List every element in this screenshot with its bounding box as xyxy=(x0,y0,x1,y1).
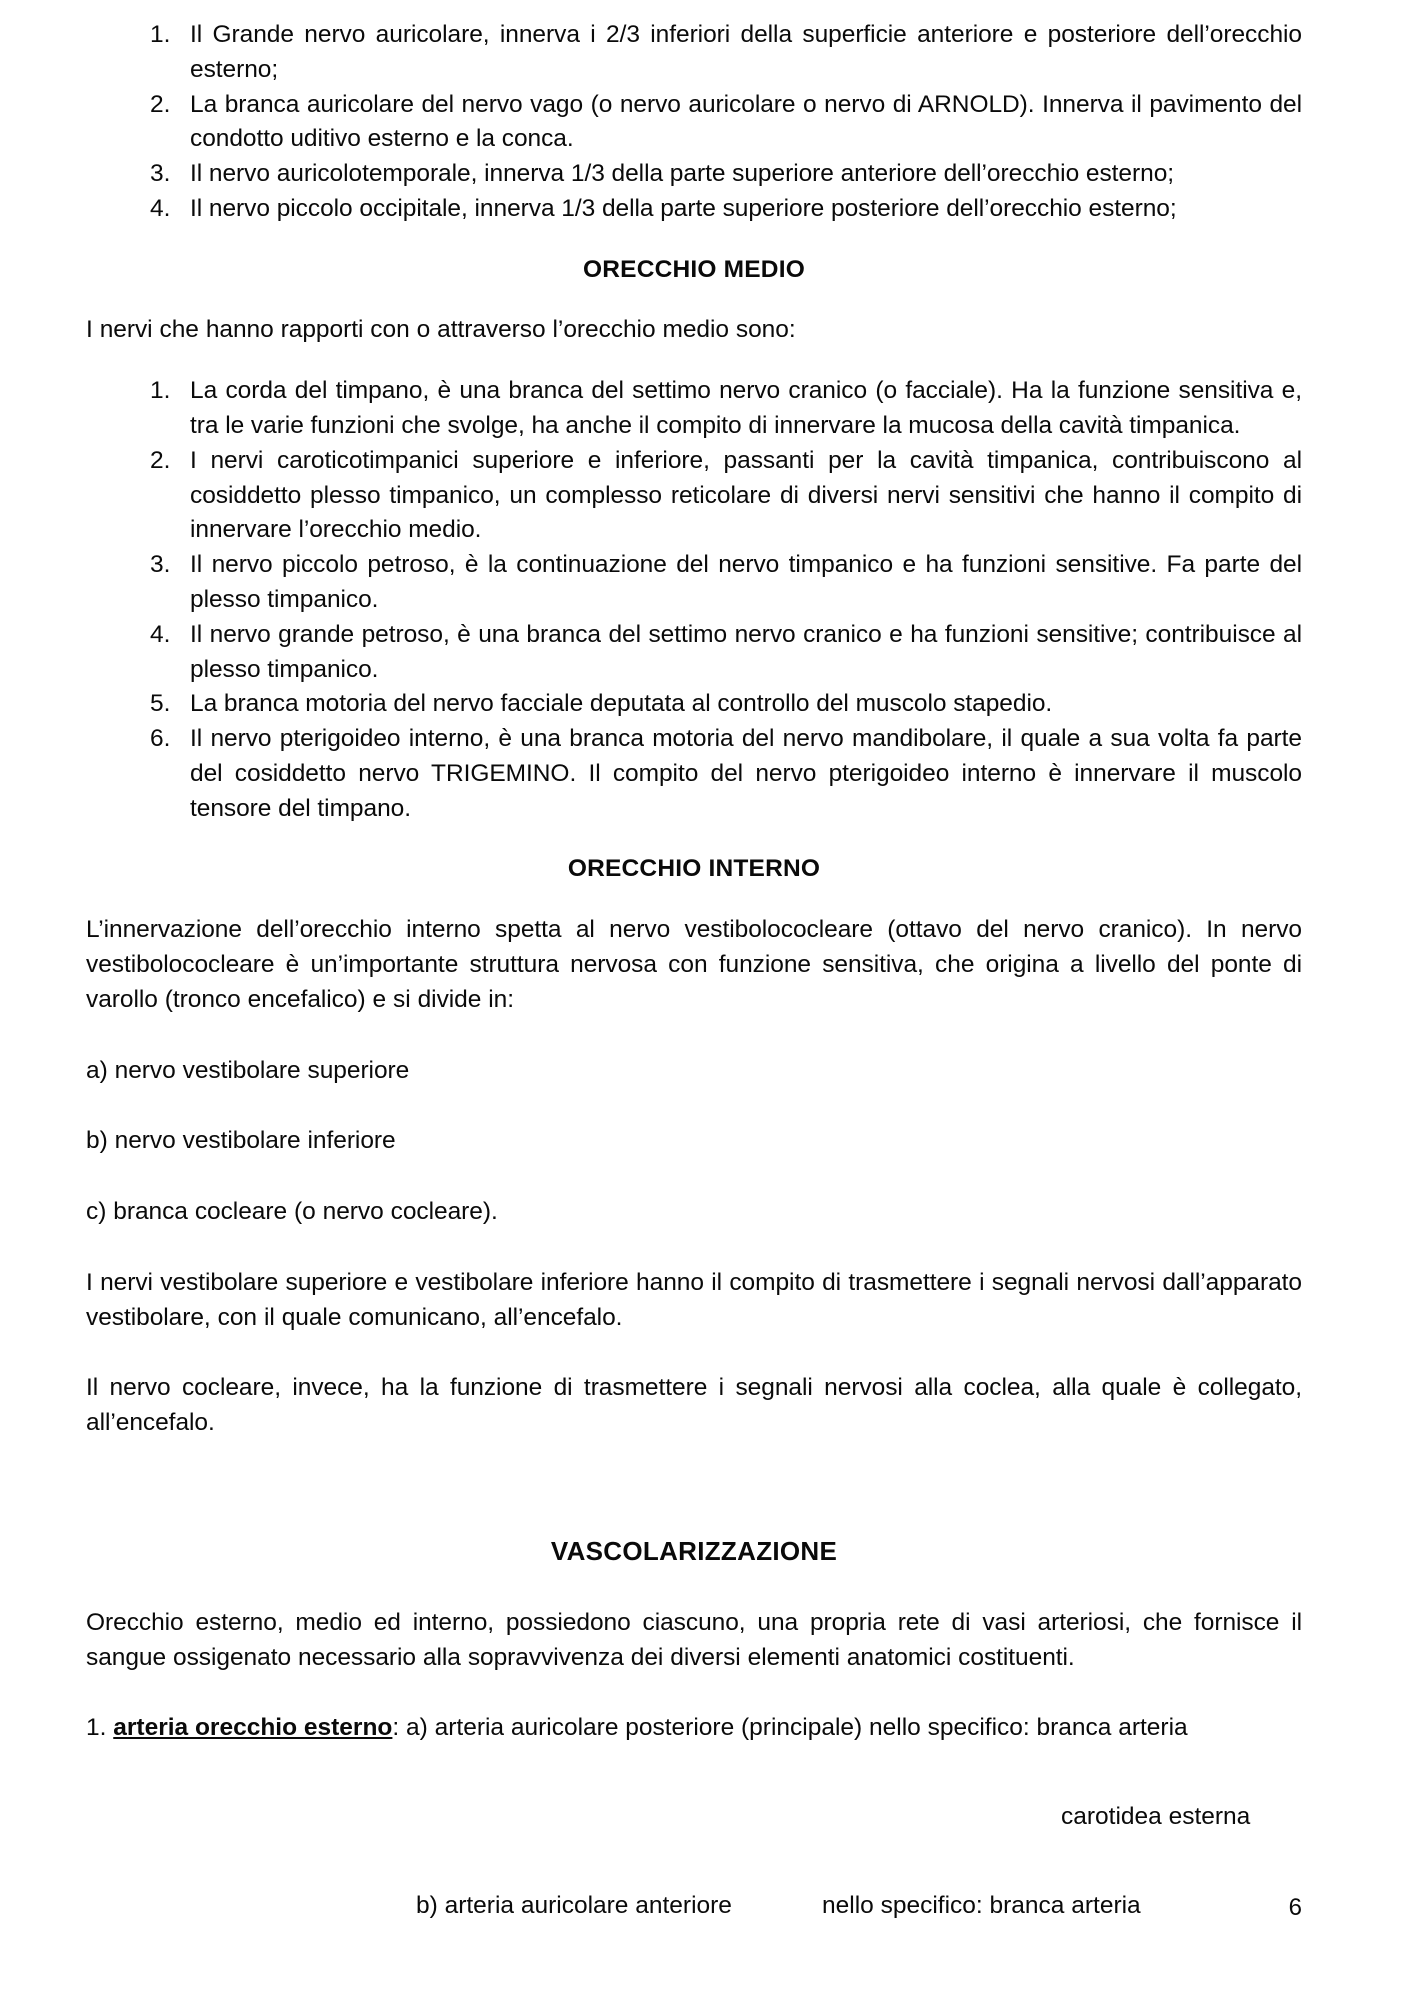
spacer xyxy=(86,1675,1302,1711)
inner-ear-branch-c: c) branca cocleare (o nervo cocleare). xyxy=(86,1198,498,1226)
section-heading-orecchio-medio: ORECCHIO MEDIO xyxy=(583,255,805,283)
vascularization-item-number: 1. xyxy=(86,1714,107,1742)
spacer xyxy=(86,1570,1302,1606)
cochlear-nerve-paragraph: Il nervo cocleare, invece, ha la funzione di trasmettere i segnali nervosi alla coclea, alla quale è collegato, all’encefalo. xyxy=(86,1374,1302,1437)
vascularization-intro-paragraph: Orecchio esterno, medio ed interno, possiedono ciascuno, una propria rete di vasi arteriosi, che fornisce il sangue ossigenato necessario alla sopravvivenza dei diversi elementi anatomici costituenti. xyxy=(86,1608,1302,1671)
inner-ear-branch-a: a) nervo vestibolare superiore xyxy=(86,1056,410,1084)
spacer xyxy=(86,1746,1302,1800)
list-item: La branca motoria del nervo facciale deputata al controllo del muscolo stapedio. xyxy=(190,690,1053,718)
inner-ear-intro-paragraph: L’innervazione dell’orecchio interno spetta al nervo vestibolococleare (ottavo del nervo cranico). In nervo vestibolococleare è un’importante struttura nervosa con funzione sensitiva, che origina a livello del ponte di varollo (tronco encefalico) e si divide in: xyxy=(86,916,1302,1013)
outer-ear-nerves-list xyxy=(86,18,1302,227)
section-heading-vascolarizzazione: VASCOLARIZZAZIONE xyxy=(550,1536,838,1566)
arteria-auricolare-anteriore-label: b) arteria auricolare anteriore xyxy=(416,1892,732,1920)
list-item: I nervi caroticotimpanici superiore e inferiore, passanti per la cavità timpanica, contribuiscono al cosiddetto plesso timpanico, un complesso reticolare di diversi nervi sensitivi che hanno il compito di innervare l’orecchio medio. xyxy=(190,446,1302,544)
list-item: Il Grande nervo auricolare, innerva i 2/3 inferiori della superficie anteriore e posteriore dell’orecchio esterno; xyxy=(190,21,1302,83)
list-item: Il nervo piccolo petroso, è la continuazione del nervo timpanico e ha funzioni sensitive. Fa parte del plesso timpanico. xyxy=(190,551,1302,613)
spacer xyxy=(86,287,1302,313)
spacer xyxy=(86,1230,1302,1266)
spacer xyxy=(86,1088,1302,1124)
spacer xyxy=(86,1159,1302,1195)
page-number: 6 xyxy=(1288,1894,1302,1921)
list-item: Il nervo auricolotemporale, innerva 1/3 della parte superiore anteriore dell’orecchio esterno; xyxy=(190,160,1175,188)
middle-ear-intro-paragraph: I nervi che hanno rapporti con o attraverso l’orecchio medio sono: xyxy=(86,316,796,344)
spacer xyxy=(86,1441,1302,1533)
list-item: Il nervo grande petroso, è una branca del settimo nervo cranico e ha funzioni sensitive; contribuisce al plesso timpanico. xyxy=(190,620,1302,683)
page-content xyxy=(86,18,1302,1925)
spacer xyxy=(86,1018,1302,1054)
middle-ear-nerves-list xyxy=(86,374,1302,826)
spacer xyxy=(86,1335,1302,1371)
section-heading-orecchio-interno: ORECCHIO INTERNO xyxy=(567,855,821,883)
list-item: La corda del timpano, è una branca del settimo nervo cranico (o facciale). Ha la funzione sensitiva e, tra le varie funzioni che svolge, ha anche il compito di innervare la mucosa della cavità timpanica. xyxy=(190,377,1302,440)
spacer xyxy=(86,1835,1302,1889)
spacer xyxy=(86,227,1302,253)
vestibular-nerves-paragraph: I nervi vestibolare superiore e vestibolare inferiore hanno il compito di trasmettere i segnali nervosi dall’apparato vestibolare, con il quale comunicano, all’encefalo. xyxy=(86,1268,1302,1331)
inner-ear-branch-b: b) nervo vestibolare inferiore xyxy=(86,1127,396,1155)
spacer xyxy=(86,348,1302,374)
vascularization-item-1 xyxy=(86,1711,1302,1746)
arteria-auricolare-anteriore-detail: nello specifico: branca arteria xyxy=(822,1892,1141,1920)
vascularization-item-label: arteria orecchio esterno xyxy=(113,1714,393,1742)
carotidea-esterna-line: carotidea esterna xyxy=(1061,1803,1251,1831)
list-item: La branca auricolare del nervo vago (o nervo auricolare o nervo di ARNOLD). Innerva il pavimento del condotto uditivo esterno e la conca. xyxy=(190,90,1302,153)
vascularization-item-rest: : a) arteria auricolare posteriore (principale) nello specifico: branca arteria xyxy=(392,1714,1188,1742)
list-item: Il nervo pterigoideo interno, è una branca motoria del nervo mandibolare, il quale a sua volta fa parte del cosiddetto nervo TRIGEMINO. Il compito del nervo pterigoideo interno è innervare il muscolo tensore del timpano. xyxy=(190,725,1302,822)
vascularization-row-b xyxy=(86,1889,1302,1925)
spacer xyxy=(86,887,1302,913)
spacer xyxy=(86,826,1302,852)
list-item: Il nervo piccolo occipitale, innerva 1/3 della parte superiore posteriore dell’orecchio esterno; xyxy=(190,194,1177,222)
